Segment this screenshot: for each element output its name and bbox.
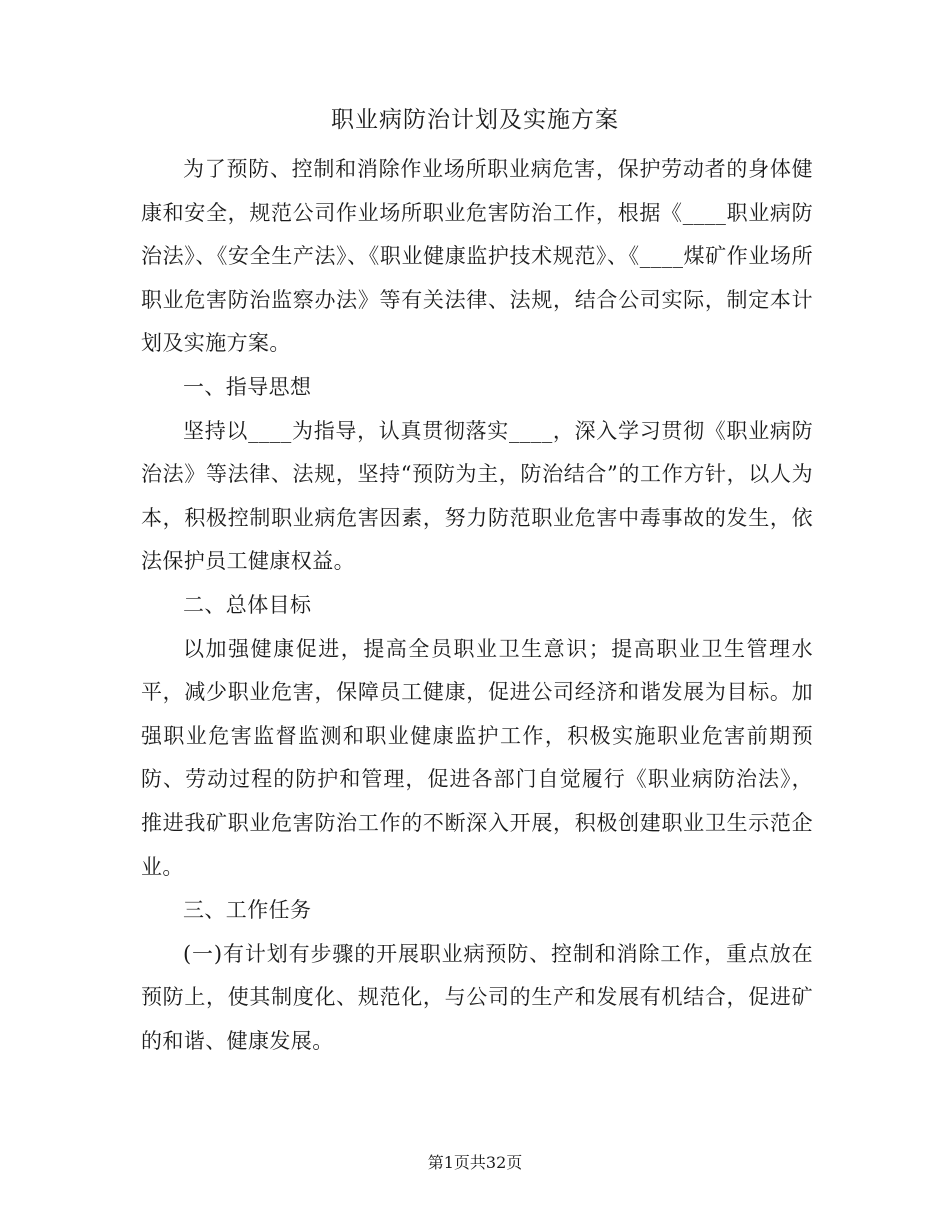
document-title: 职业病防治计划及实施方案 <box>331 107 619 133</box>
section-paragraph-overall-goal: 以加强健康促进，提高全员职业卫生意识；提高职业卫生管理水平，减少职业危害，保障员工健康，促进公司经济和谐发展为目标。加强职业危害监督监测和职业健康监护工作，积极实施职业危害前期预防、劳动过程的防护和管理，促进各部门自觉履行《职业病防治法》，推进我矿职业危害防治工作的不断深入开展，积极创建职业卫生示范企业。 <box>141 636 813 879</box>
page-number: 第1页共32页 <box>427 1153 523 1172</box>
section-heading-guiding-ideology: 一、指导思想 <box>183 374 312 399</box>
section-paragraph-guiding-ideology: 坚持以____为指导，认真贯彻落实____，深入学习贯彻《职业病防治法》等法律、法规，坚持“预防为主，防治结合”的工作方针，以人为本，积极控制职业病危害因素，努力防范职业危害中毒事故的发生，依法保护员工健康权益。 <box>141 418 813 574</box>
section-heading-overall-goal: 二、总体目标 <box>183 592 312 617</box>
document-body <box>141 148 813 1063</box>
section-heading-work-tasks: 三、工作任务 <box>183 898 312 923</box>
intro-paragraph: 为了预防、控制和消除作业场所职业病危害，保护劳动者的身体健康和安全，规范公司作业场所职业危害防治工作，根据《____职业病防治法》、《安全生产法》、《职业健康监护技术规范》、《____煤矿作业场所职业危害防治监察办法》等有关法律、法规，结合公司实际，制定本计划及实施方案。 <box>141 157 813 356</box>
section-paragraph-work-task-1: (一)有计划有步骤的开展职业病预防、控制和消除工作，重点放在预防上，使其制度化、规范化，与公司的生产和发展有机结合，促进矿的和谐、健康发展。 <box>141 941 813 1053</box>
